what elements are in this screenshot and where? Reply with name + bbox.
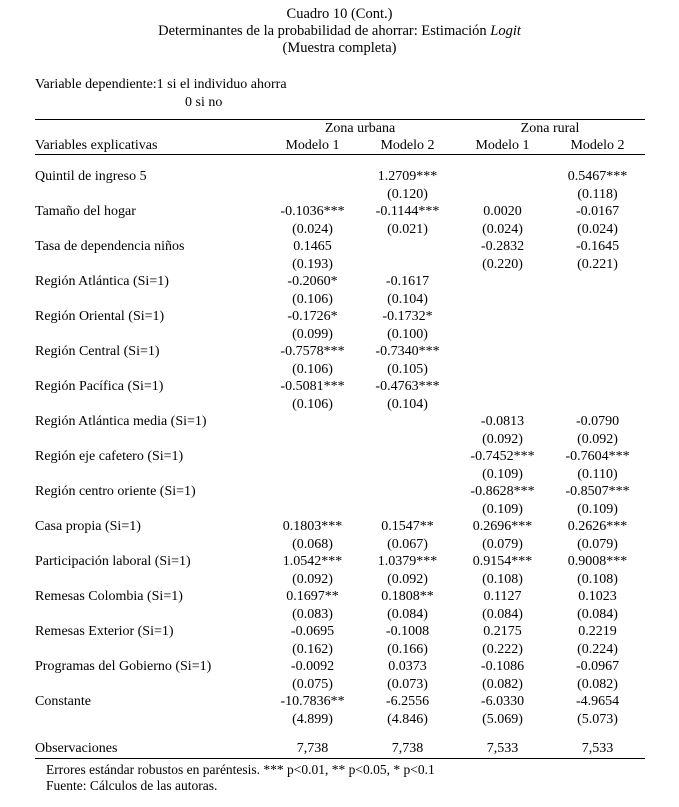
empty-label-cell — [35, 291, 265, 309]
stderr-cell: (0.084) — [482, 606, 523, 622]
table-row-stderr — [35, 536, 645, 554]
observations-label: Observaciones — [35, 740, 265, 758]
coefficient-cell: 0.9008*** — [567, 554, 628, 569]
stderr-cell: (0.068) — [292, 536, 333, 552]
stderr-cell — [360, 431, 455, 449]
table-row-stderr — [35, 291, 645, 309]
table-row — [35, 623, 645, 641]
spacer-cell — [35, 155, 645, 169]
empty-label-cell — [35, 466, 265, 484]
column-header-modelo-2-urbana: Modelo 2 — [360, 137, 455, 155]
coefficient-cell — [360, 448, 455, 466]
coefficient-cell: 0.1547** — [381, 519, 434, 534]
coefficient-cell: 1.0542*** — [282, 554, 343, 569]
empty-label-cell — [35, 501, 265, 519]
stderr-cell: (0.084) — [387, 606, 428, 622]
coefficient-cell: -0.1732* — [382, 309, 433, 324]
coefficient-cell: -10.7836** — [280, 694, 345, 709]
table-row — [35, 448, 645, 466]
coefficient-cell: -0.2832 — [480, 239, 525, 254]
coefficient-cell: -0.0092 — [290, 659, 335, 674]
variable-label: Región Central (Si=1) — [35, 344, 160, 359]
stderr-cell — [455, 291, 550, 309]
coefficient-cell — [455, 343, 550, 361]
table-row-stderr — [35, 326, 645, 344]
stderr-cell: (0.224) — [577, 641, 618, 657]
coefficient-cell: 1.0379*** — [377, 554, 438, 569]
stderr-cell: (0.084) — [577, 606, 618, 622]
stderr-cell: (0.092) — [482, 431, 523, 447]
column-header-row — [35, 137, 645, 155]
column-header-modelo-1-rural: Modelo 1 — [455, 137, 550, 155]
coefficient-cell: -0.1726* — [287, 309, 338, 324]
stderr-cell — [265, 501, 360, 519]
coefficient-cell: 0.2175 — [483, 624, 522, 639]
caption-line-3: (Muestra completa) — [282, 40, 397, 56]
stderr-cell: (0.082) — [482, 676, 523, 692]
stderr-cell — [360, 466, 455, 484]
coefficient-cell: 0.1023 — [578, 589, 617, 604]
stderr-cell — [550, 291, 645, 309]
footnote-source: Fuente: Cálculos de las autoras. — [46, 778, 218, 793]
coefficient-cell: 0.2626*** — [567, 519, 628, 534]
stderr-cell: (5.073) — [577, 711, 618, 727]
stderr-cell: (0.092) — [577, 431, 618, 447]
coefficient-cell: 1.2709*** — [377, 169, 438, 184]
coefficient-cell: -0.0790 — [575, 414, 620, 429]
coefficient-cell: -0.8507*** — [565, 484, 630, 499]
stderr-cell — [455, 361, 550, 379]
coefficient-cell — [550, 378, 645, 396]
table-row-stderr — [35, 676, 645, 694]
coefficient-cell — [360, 413, 455, 431]
empty-label-cell — [35, 431, 265, 449]
stderr-cell: (0.092) — [292, 571, 333, 587]
caption-line-2 — [0, 23, 679, 40]
table-row-stderr — [35, 431, 645, 449]
stderr-cell: (0.109) — [577, 501, 618, 517]
table-row-stderr — [35, 396, 645, 414]
stderr-cell — [550, 326, 645, 344]
stderr-cell: (0.108) — [482, 571, 523, 587]
coefficient-cell: -0.4763*** — [375, 379, 440, 394]
empty-label-cell — [35, 571, 265, 589]
coefficient-cell — [265, 448, 360, 466]
table-row-stderr — [35, 501, 645, 519]
stderr-cell — [265, 466, 360, 484]
stderr-cell: (0.193) — [292, 256, 333, 272]
variable-label: Región Oriental (Si=1) — [35, 309, 165, 324]
table-row-stderr — [35, 571, 645, 589]
spacer-row — [35, 155, 645, 169]
coefficient-cell: -0.7578*** — [280, 344, 345, 359]
observations-value: 7,738 — [360, 740, 455, 758]
column-header-modelo-1-urbana: Modelo 1 — [265, 137, 360, 155]
empty-label-cell — [35, 641, 265, 659]
stderr-cell: (0.109) — [482, 501, 523, 517]
coefficient-cell — [455, 168, 550, 186]
table-row-stderr — [35, 711, 645, 729]
stderr-cell: (0.166) — [387, 641, 428, 657]
column-group-row — [35, 120, 645, 138]
dependent-variable-block — [35, 76, 679, 111]
table-caption — [0, 6, 679, 57]
stderr-cell: (0.024) — [577, 221, 618, 237]
stderr-cell: (5.069) — [482, 711, 523, 727]
coefficient-cell — [550, 308, 645, 326]
coefficient-cell: 0.2219 — [578, 624, 617, 639]
coefficient-cell: -0.7604*** — [565, 449, 630, 464]
table-row — [35, 343, 645, 361]
coefficient-cell: 0.1808** — [381, 589, 434, 604]
stderr-cell: (0.104) — [387, 396, 428, 412]
row-header-variables-explicativas: Variables explicativas — [35, 137, 265, 155]
table-row — [35, 378, 645, 396]
coefficient-cell: -0.1036*** — [280, 204, 345, 219]
table-row — [35, 693, 645, 711]
coefficient-cell: -0.7340*** — [375, 344, 440, 359]
empty-label-cell — [35, 326, 265, 344]
table-row — [35, 553, 645, 571]
stderr-cell — [360, 501, 455, 519]
stderr-cell: (0.099) — [292, 326, 333, 342]
stderr-cell: (0.110) — [577, 466, 618, 482]
coefficient-cell — [360, 238, 455, 256]
caption-line-2-italic: Logit — [490, 23, 521, 39]
coefficient-cell — [455, 378, 550, 396]
coefficient-cell: -0.1144*** — [375, 204, 440, 219]
variable-label: Quintil de ingreso 5 — [35, 169, 147, 184]
dependent-variable-value-2: 0 si no — [185, 94, 223, 110]
column-group-zona-urbana: Zona urbana — [265, 120, 455, 138]
dependent-variable-value-1: 1 si el individuo ahorra — [156, 77, 287, 92]
observations-value: 7,738 — [265, 740, 360, 758]
coefficient-cell: 0.1465 — [293, 239, 332, 254]
table-row — [35, 168, 645, 186]
table-row — [35, 273, 645, 291]
coefficient-cell: -0.1086 — [480, 659, 525, 674]
stderr-cell: (4.846) — [387, 711, 428, 727]
empty-label-cell — [35, 361, 265, 379]
empty-label-cell — [35, 396, 265, 414]
stderr-cell: (0.082) — [577, 676, 618, 692]
stderr-cell: (0.162) — [292, 641, 333, 657]
stderr-cell: (0.079) — [482, 536, 523, 552]
coefficient-cell: -6.2556 — [385, 694, 430, 709]
empty-label-cell — [35, 221, 265, 239]
coefficient-cell: -0.0167 — [575, 204, 620, 219]
variable-label: Casa propia (Si=1) — [35, 519, 141, 534]
coefficient-cell: 0.2696*** — [472, 519, 533, 534]
table-row — [35, 483, 645, 501]
variable-label: Región centro oriente (Si=1) — [35, 484, 196, 499]
table-row — [35, 588, 645, 606]
variable-label: Programas del Gobierno (Si=1) — [35, 659, 212, 674]
footnote-significance: Errores estándar robustos en paréntesis. *** p<0.01, ** p<0.05, * p<0.1 — [46, 761, 435, 777]
table-row-stderr — [35, 256, 645, 274]
coefficient-cell: 0.0020 — [483, 204, 522, 219]
footnotes — [46, 762, 679, 795]
empty-label-cell — [35, 711, 265, 729]
stderr-cell: (0.106) — [292, 291, 333, 307]
coefficient-cell: -0.8628*** — [470, 484, 535, 499]
coefficient-cell: -4.9654 — [575, 694, 620, 709]
stderr-cell: (0.222) — [482, 641, 523, 657]
variable-label: Participación laboral (Si=1) — [35, 554, 191, 569]
stderr-cell — [265, 186, 360, 204]
coefficient-cell: -6.0330 — [480, 694, 525, 709]
stderr-cell: (0.220) — [482, 256, 523, 272]
coefficient-cell: 0.1803*** — [282, 519, 343, 534]
coefficient-cell — [455, 273, 550, 291]
table-row — [35, 658, 645, 676]
stderr-cell: (0.083) — [292, 606, 333, 622]
stderr-cell — [455, 186, 550, 204]
stderr-cell: (0.104) — [387, 291, 428, 307]
stderr-cell — [455, 326, 550, 344]
stderr-cell — [360, 256, 455, 274]
coefficient-cell: 0.1697** — [286, 589, 339, 604]
stderr-cell: (0.118) — [577, 186, 618, 202]
stderr-cell — [550, 396, 645, 414]
empty-label-cell — [35, 536, 265, 554]
table-row-stderr — [35, 641, 645, 659]
coefficient-cell — [550, 343, 645, 361]
stderr-cell: (0.108) — [577, 571, 618, 587]
table-row — [35, 518, 645, 536]
variable-label: Tasa de dependencia niños — [35, 239, 185, 254]
variable-label: Región eje cafetero (Si=1) — [35, 449, 184, 464]
stderr-cell: (0.100) — [387, 326, 428, 342]
stderr-cell: (0.067) — [387, 536, 428, 552]
coefficient-cell: 0.0373 — [388, 659, 427, 674]
stderr-cell: (0.120) — [387, 186, 428, 202]
stderr-cell: (0.092) — [387, 571, 428, 587]
table-row — [35, 308, 645, 326]
caption-line-2-text: Determinantes de la probabilidad de ahorrar: Estimación — [158, 23, 491, 39]
stderr-cell — [455, 396, 550, 414]
table-row-stderr — [35, 606, 645, 624]
coefficient-cell — [455, 308, 550, 326]
coefficient-cell: 0.1127 — [483, 589, 522, 604]
empty-label-cell — [35, 676, 265, 694]
empty-label-cell — [35, 186, 265, 204]
stderr-cell: (0.073) — [387, 676, 428, 692]
stderr-cell: (0.079) — [577, 536, 618, 552]
observations-row — [35, 740, 645, 758]
table-row — [35, 413, 645, 431]
variable-label: Región Pacífica (Si=1) — [35, 379, 164, 394]
table-row-stderr — [35, 361, 645, 379]
stderr-cell: (0.221) — [577, 256, 618, 272]
dependent-variable-line-1 — [35, 76, 679, 94]
coefficient-cell: -0.7452*** — [470, 449, 535, 464]
table-row-stderr — [35, 221, 645, 239]
coefficient-cell: -0.0695 — [290, 624, 335, 639]
observations-value: 7,533 — [550, 740, 645, 758]
coefficient-cell — [265, 413, 360, 431]
coefficient-cell: 0.9154*** — [472, 554, 533, 569]
stderr-cell: (4.899) — [292, 711, 333, 727]
coefficient-cell: -0.2060* — [287, 274, 338, 289]
variable-label: Tamaño del hogar — [35, 204, 136, 219]
spacer-cell — [35, 728, 645, 740]
coefficient-cell — [550, 273, 645, 291]
column-group-empty-cell — [35, 120, 265, 138]
stderr-cell: (0.021) — [387, 221, 428, 237]
table-row-stderr — [35, 186, 645, 204]
stderr-cell: (0.106) — [292, 396, 333, 412]
stderr-cell: (0.024) — [482, 221, 523, 237]
caption-line-1: Cuadro 10 (Cont.) — [286, 6, 393, 22]
stderr-cell — [550, 361, 645, 379]
coefficient-cell — [360, 483, 455, 501]
coefficient-cell: -0.5081*** — [280, 379, 345, 394]
dependent-variable-label: Variable dependiente: — [35, 77, 157, 92]
empty-label-cell — [35, 606, 265, 624]
stderr-cell: (0.075) — [292, 676, 333, 692]
coefficient-cell — [265, 168, 360, 186]
coefficient-cell: -0.1645 — [575, 239, 620, 254]
coefficient-cell: -0.0813 — [480, 414, 525, 429]
table-row — [35, 238, 645, 256]
regression-table — [35, 119, 645, 759]
variable-label: Remesas Exterior (Si=1) — [35, 624, 174, 639]
column-header-modelo-2-rural: Modelo 2 — [550, 137, 645, 155]
coefficient-cell: 0.5467*** — [567, 169, 628, 184]
stderr-cell: (0.106) — [292, 361, 333, 377]
coefficient-cell: -0.1617 — [385, 274, 430, 289]
observations-value: 7,533 — [455, 740, 550, 758]
table-row — [35, 203, 645, 221]
spacer-row — [35, 728, 645, 740]
coefficient-cell: -0.1008 — [385, 624, 430, 639]
coefficient-cell: -0.0967 — [575, 659, 620, 674]
coefficient-cell — [265, 483, 360, 501]
stderr-cell: (0.105) — [387, 361, 428, 377]
table-row-stderr — [35, 466, 645, 484]
stderr-cell: (0.024) — [292, 221, 333, 237]
variable-label: Región Atlántica (Si=1) — [35, 274, 169, 289]
variable-label: Región Atlántica media (Si=1) — [35, 414, 207, 429]
variable-label: Remesas Colombia (Si=1) — [35, 589, 183, 604]
empty-label-cell — [35, 256, 265, 274]
stderr-cell: (0.109) — [482, 466, 523, 482]
variable-label: Constante — [35, 694, 91, 709]
stderr-cell — [265, 431, 360, 449]
column-group-zona-rural: Zona rural — [455, 120, 645, 138]
